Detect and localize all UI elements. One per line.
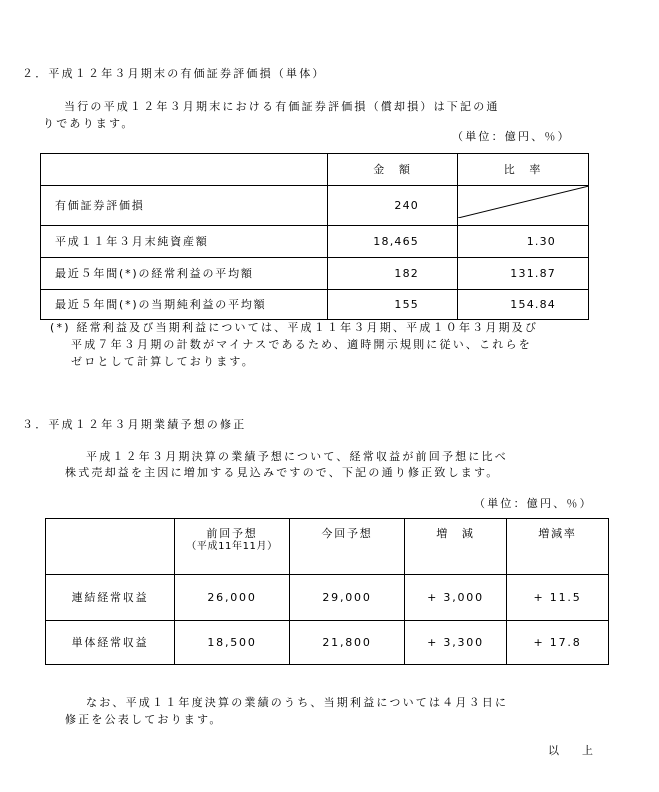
row-amount: 155	[328, 290, 458, 320]
row-label: 有価証券評価損	[41, 186, 328, 226]
header-blank-cell	[46, 519, 175, 575]
row-change-rate: + 17.8	[507, 621, 609, 665]
row-amount: 240	[328, 186, 458, 226]
table-row	[46, 621, 609, 665]
footnote-line3: ゼロとして計算しております。	[71, 355, 255, 368]
row-label: 最近５年間(*)の経常利益の平均額	[41, 258, 328, 290]
forecast-revision-table	[45, 518, 609, 665]
row-label: 最近５年間(*)の当期純利益の平均額	[41, 290, 328, 320]
section2-heading: ２．平成１２年３月期末の有価証券評価損（単体）	[22, 67, 326, 80]
closing-line2: 修正を公表しております。	[65, 713, 223, 726]
row-previous: 18,500	[175, 621, 290, 665]
section2-paragraph-line1: 当行の平成１２年３月期末における有価証券評価損（償却損）は下記の通	[64, 100, 500, 113]
row-ratio-diagonal-cell	[458, 186, 589, 226]
row-change: + 3,300	[405, 621, 507, 665]
footnote-line1: (*) 経常利益及び当期利益については、平成１１年３月期、平成１０年３月期及び	[50, 321, 539, 334]
header-change: 増 減	[405, 519, 507, 575]
header-blank-cell	[41, 154, 328, 186]
row-previous: 26,000	[175, 575, 290, 621]
row-change-rate: + 11.5	[507, 575, 609, 621]
table-row	[41, 258, 589, 290]
table-header-row	[46, 519, 609, 575]
table-row	[41, 290, 589, 320]
row-label: 平成１１年３月末純資産額	[41, 226, 328, 258]
section2-paragraph-line2: りであります。	[43, 117, 135, 130]
header-ratio: 比 率	[458, 154, 589, 186]
row-amount: 182	[328, 258, 458, 290]
section3-unit-note: （単位：億円、％）	[474, 497, 593, 510]
section3-heading: ３．平成１２年３月期業績予想の修正	[22, 418, 247, 431]
valuation-loss-table	[40, 153, 589, 320]
header-change-rate: 増減率	[507, 519, 609, 575]
section3-paragraph-line2: 株式売却益を主因に増加する見込みですので、下記の通り修正致します。	[65, 466, 500, 479]
header-previous-forecast-label: 前回予想	[206, 527, 258, 540]
header-previous-forecast-date: （平成11年11月）	[186, 541, 278, 552]
row-label: 連結経常収益	[46, 575, 175, 621]
end-mark: 以 上	[548, 744, 599, 757]
diagonal-line-icon	[458, 186, 589, 218]
footnote-line2: 平成７年３月期の計数がマイナスであるため、適時開示規則に従い、これらを	[71, 338, 532, 351]
row-label: 単体経常収益	[46, 621, 175, 665]
row-ratio: 1.30	[458, 226, 589, 258]
row-current: 29,000	[290, 575, 405, 621]
header-amount: 金 額	[328, 154, 458, 186]
row-ratio: 131.87	[458, 258, 589, 290]
table-header-row	[41, 154, 589, 186]
row-current: 21,800	[290, 621, 405, 665]
header-current-forecast: 今回予想	[290, 519, 405, 575]
table-row	[41, 226, 589, 258]
header-previous-forecast	[175, 519, 290, 575]
row-change: + 3,000	[405, 575, 507, 621]
table-row	[46, 575, 609, 621]
row-amount: 18,465	[328, 226, 458, 258]
closing-line1: なお、平成１１年度決算の業績のうち、当期利益については４月３日に	[86, 696, 509, 709]
section3-paragraph-line1: 平成１２年３月期決算の業績予想について、経常収益が前回予想に比べ	[86, 450, 508, 463]
row-ratio: 154.84	[458, 290, 589, 320]
table-row	[41, 186, 589, 226]
section2-unit-note: （単位：億円、％）	[452, 130, 571, 143]
